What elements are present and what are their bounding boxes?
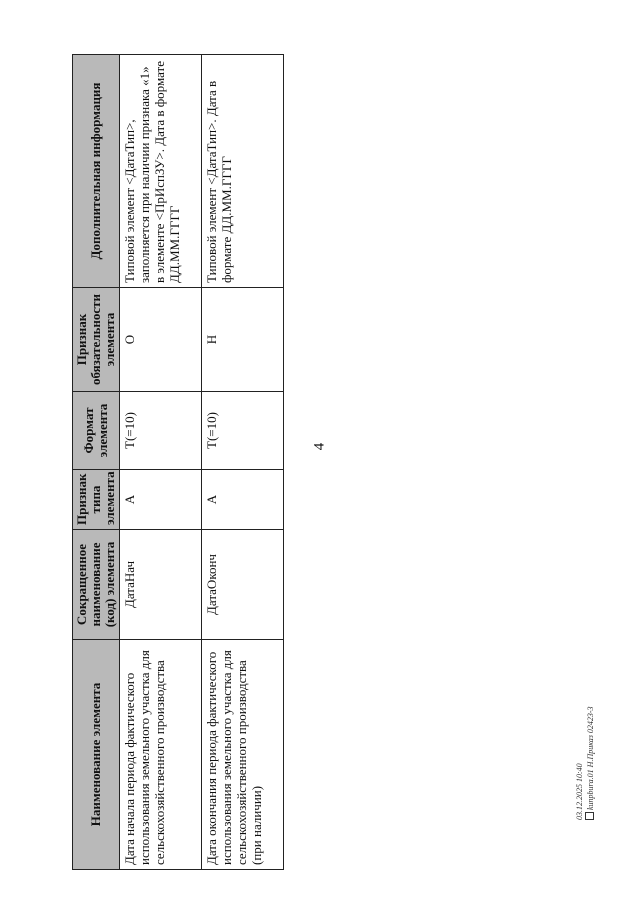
cell-type: А: [120, 470, 202, 530]
cell-info: Типовой элемент <ДатаТип>. Дата в формате ДД.ММ.ГГГГ: [202, 55, 284, 288]
footer-stamp: [575, 706, 596, 820]
cell-format: Т(=10): [202, 392, 284, 470]
header-element-code: Сокращенное наименование (код) элемента: [73, 530, 120, 640]
header-element-format: Формат элемента: [73, 392, 120, 470]
footer-doc-ref-text: kunpbura.01 Н.Приказ 02423-3: [586, 706, 595, 810]
cell-code: ДатаОконч: [202, 530, 284, 640]
rotated-table-container: [72, 55, 282, 870]
footer-doc-ref: [585, 706, 596, 820]
page-number: 4: [311, 442, 328, 451]
table-row: [202, 55, 284, 870]
table-header-row: [73, 55, 120, 870]
header-element-type: Признак типа элемента: [73, 470, 120, 530]
cell-code: ДатаНач: [120, 530, 202, 640]
document-icon: [585, 812, 594, 820]
elements-table: [72, 54, 284, 870]
cell-required: О: [120, 288, 202, 392]
cell-name: Дата окончания периода фактического использования земельного участка для сельскохозяйственного производства (при наличии): [202, 640, 284, 870]
cell-required: Н: [202, 288, 284, 392]
header-element-name: Наименование элемента: [73, 640, 120, 870]
cell-name: Дата начала периода фактического использования земельного участка для сельскохозяйственного производства: [120, 640, 202, 870]
header-element-required: Признак обязательности элемента: [73, 288, 120, 392]
cell-type: А: [202, 470, 284, 530]
cell-format: Т(=10): [120, 392, 202, 470]
table-row: [120, 55, 202, 870]
header-additional-info: Дополнительная информация: [73, 55, 120, 288]
footer-timestamp: 03.12.2025 10:40: [575, 763, 584, 820]
cell-info: Типовой элемент <ДатаТип>, заполняется при наличии признака «1» в элементе <ПрИспЗУ>. Дата в формате ДД.ММ.ГГГГ: [120, 55, 202, 288]
